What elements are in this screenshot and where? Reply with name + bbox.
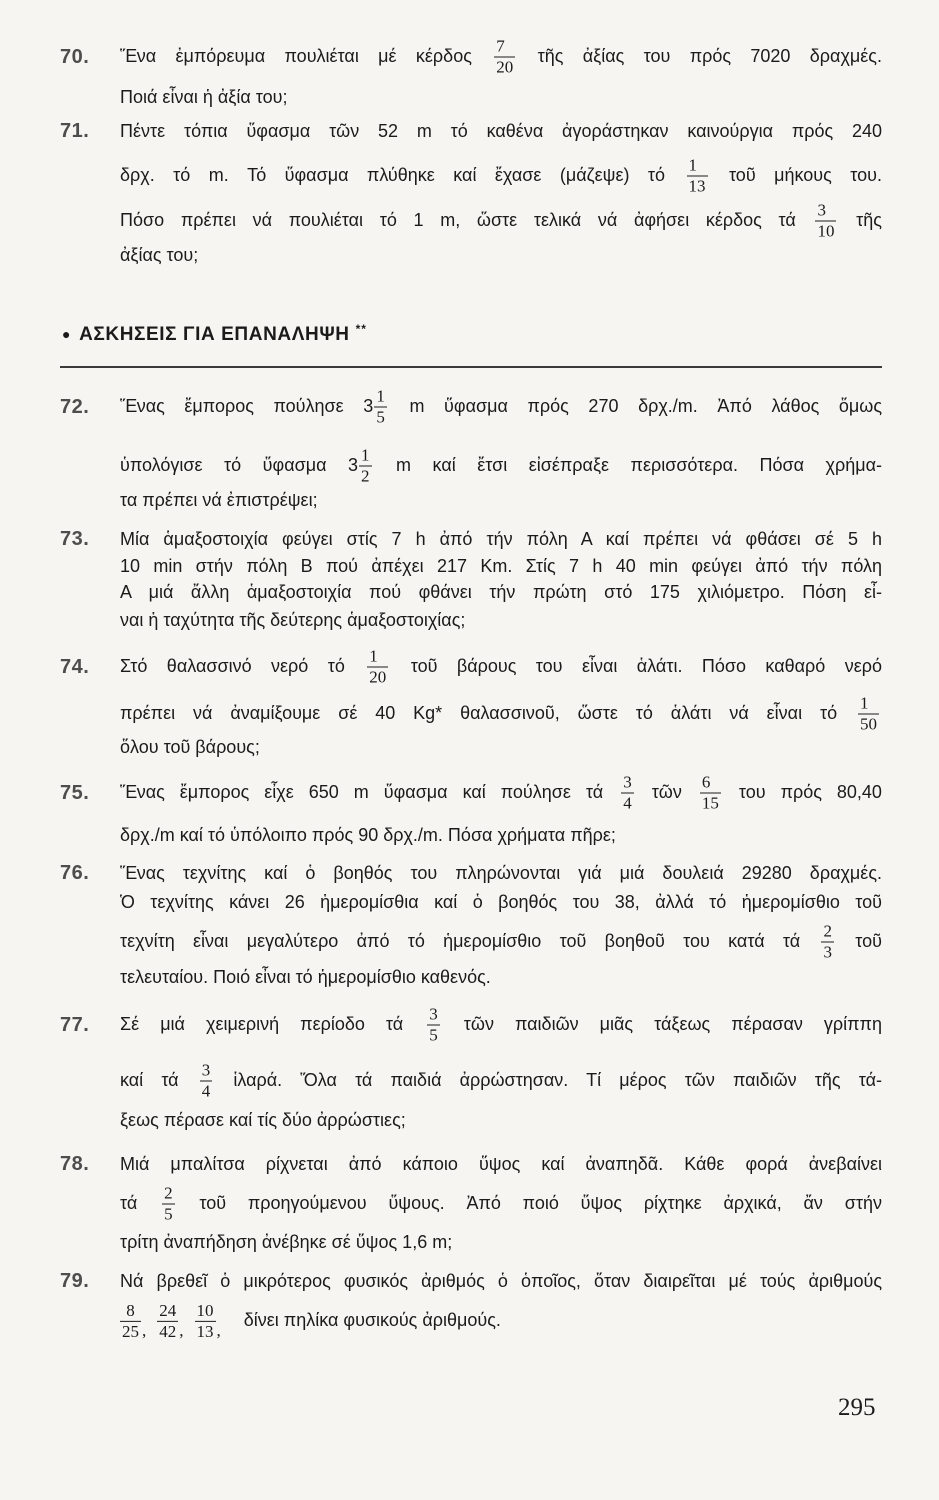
- text-segment: Πόσο πρέπει νά πουλιέται τό 1 m, ὥστε τελικά νά ἀφήσει κέρδος τά: [120, 209, 796, 230]
- text-line: [120, 891, 882, 913]
- text-line: [120, 1185, 882, 1224]
- fraction-numerator: 1: [376, 386, 385, 406]
- text-line: [120, 695, 882, 734]
- text-line: [120, 1006, 882, 1045]
- text-line: [120, 489, 882, 511]
- text-line: [120, 1231, 882, 1253]
- fraction-numerator: 6: [700, 774, 721, 794]
- text-segment: του πρός 80,40: [738, 781, 882, 802]
- fraction: [858, 695, 879, 734]
- fraction-numerator: 3: [201, 1060, 211, 1080]
- problem-number: 72.: [60, 396, 90, 418]
- text-segment: τοῦ μήκους του.: [728, 164, 882, 185]
- fraction-denominator: 42: [159, 1321, 177, 1341]
- text-segment: τοῦ προηγούμενου ὕψους. Ἀπό ποιό ὕψος ρίχτηκε ἀρχικά, ἄν στήν: [199, 1192, 882, 1213]
- text-line: [120, 824, 882, 846]
- comma: ,: [216, 1321, 221, 1341]
- fraction-denominator: 5: [164, 1204, 173, 1224]
- fraction-denominator: 10: [817, 221, 835, 241]
- text-segment: τοῦ: [855, 930, 882, 951]
- text-segment: ἱλαρά. Ὅλα τά παιδιά ἀρρώστησαν. Τί μέρος τῶν παιδιῶν τῆς τά-: [233, 1069, 882, 1090]
- fraction: [427, 1006, 440, 1045]
- text-segment: δίνει πηλίκα φυσικούς ἀριθμούς.: [243, 1310, 501, 1331]
- fraction: [821, 923, 834, 962]
- bullet-icon: ●: [62, 326, 72, 342]
- text-line: [120, 244, 882, 266]
- text-segment: ναι ἡ ταχύτητα τῆς δεύτερης ἁμαξοστοιχίας;: [120, 610, 466, 630]
- text-line: [120, 38, 882, 77]
- fraction-numerator: 10: [196, 1300, 214, 1320]
- text-segment: ἀξίας του;: [120, 245, 199, 265]
- text-segment: τεχνίτη εἶναι μεγαλύτερο ἀπό τό ἡμερομίσθιο τοῦ βοηθοῦ του κατά τά: [120, 930, 801, 951]
- text-line: [120, 1270, 882, 1292]
- text-segment: m ὕφασμα πρός 270 δρχ./m. Ἀπό λάθος ὅμως: [409, 395, 883, 416]
- section-title: ΑΣΚΗΣΕΙΣ ΓΙΑ ΕΠΑΝΑΛΗΨΗ: [79, 324, 350, 345]
- text-segment: τῶν παιδιῶν μιᾶς τάξεως πέρασαν γρίππη: [463, 1013, 882, 1034]
- fraction: [700, 774, 721, 813]
- text-line: [120, 609, 882, 631]
- fraction: [162, 1185, 175, 1224]
- text-segment: τῆς ἀξίας του πρός 7020 δραχμές.: [537, 45, 882, 66]
- text-segment: ξεως πέρασε καί τίς δύο ἀρρώστιες;: [120, 1110, 406, 1130]
- fraction: [374, 388, 387, 427]
- fraction: [367, 648, 388, 687]
- text-segment: Νά βρεθεῖ ὁ μικρότερος φυσικός ἀριθμός ὁ ὁποῖος, ὅταν διαιρεῖται μέ τούς ἀριθμούς: [120, 1271, 882, 1291]
- fraction-numerator: 2: [164, 1183, 173, 1203]
- fraction-denominator: 4: [201, 1081, 211, 1101]
- fraction: [195, 1302, 216, 1341]
- fraction-numerator: 1: [361, 445, 370, 465]
- fraction-numerator: 3: [429, 1004, 438, 1024]
- text-line: [120, 862, 882, 884]
- text-line: [120, 966, 882, 988]
- fraction: [687, 157, 708, 196]
- text-segment: πρέπει νά ἀναμίξουμε σέ 40 Kg* θαλασσινοῦ, ὥστε τό ἁλάτι νά εἶναι τό: [120, 702, 838, 723]
- fraction: [815, 202, 836, 241]
- fraction-denominator: 2: [361, 466, 370, 486]
- text-segment: Ποιά εἶναι ἡ ἀξία του;: [120, 87, 288, 107]
- fraction-denominator: 5: [429, 1025, 438, 1045]
- text-segment: ὑπολόγισε τό ὕφασμα 3: [120, 454, 359, 475]
- text-segment: Σέ μιά χειμερινή περίοδο τά: [120, 1013, 404, 1034]
- fraction-numerator: 2: [823, 921, 832, 941]
- problem-number: 78.: [60, 1153, 90, 1175]
- text-line: [120, 202, 882, 241]
- fraction-denominator: 5: [376, 407, 385, 427]
- text-segment: Ἕνα ἐμπόρευμα πουλιέται μέ κέρδος: [120, 45, 472, 66]
- fraction-denominator: 15: [701, 793, 719, 813]
- text-segment: τα πρέπει νά ἐπιστρέψει;: [120, 490, 318, 510]
- text-segment: Μία ἁμαξοστοιχία φεύγει στίς 7 h ἀπό τήν πόλη Α καί πρέπει νά φθάσει σέ 5 h: [120, 529, 882, 549]
- text-segment: Ἕνας ἔμπορος εἶχε 650 m ὕφασμα καί πούλησε τά: [120, 781, 604, 802]
- text-segment: δρχ./m καί τό ὑπόλοιπο πρός 90 δρχ./m. Πόσα χρήματα πῆρε;: [120, 825, 616, 845]
- problem-number: 76.: [60, 862, 90, 884]
- text-line: [120, 1153, 882, 1175]
- fraction-numerator: 1: [367, 648, 388, 668]
- text-segment: καί τά: [120, 1069, 179, 1090]
- fraction-numerator: 7: [494, 38, 515, 58]
- fraction: [200, 1062, 213, 1101]
- fraction: [359, 447, 372, 486]
- text-line: [120, 1109, 882, 1131]
- text-line: [120, 1302, 882, 1342]
- fraction: [120, 1302, 141, 1341]
- text-line: [120, 447, 882, 486]
- text-segment: 10 min στήν πόλη Β πού ἀπέχει 217 Km. Στίς 7 h 40 min φεύγει ἀπό τήν πόλη: [120, 556, 882, 576]
- text-segment: m καί ἔτσι εἰσέπραξε περισσότερα. Πόσα χρήμα-: [396, 454, 882, 475]
- text-line: [120, 555, 882, 577]
- text-line: [120, 120, 882, 142]
- difficulty-marks: **: [355, 322, 367, 336]
- problem-number: 77.: [60, 1014, 90, 1036]
- problem-number: 73.: [60, 528, 90, 550]
- fraction: [494, 38, 515, 77]
- fraction-denominator: 50: [860, 714, 877, 734]
- fraction-denominator: 13: [688, 176, 706, 196]
- text-line: [120, 923, 882, 962]
- page-number: 295: [838, 1394, 876, 1421]
- fraction-numerator: 24: [159, 1300, 177, 1320]
- section-heading: [62, 317, 367, 347]
- text-line: [120, 1062, 882, 1101]
- text-segment: Α μιά ἄλλη ἁμαξοστοιχία πού φθάνει τήν πρώτη στό 175 χιλιόμετρο. Πόση εἶ-: [120, 582, 882, 602]
- text-segment: τελευταίου. Ποιό εἶναι τό ἡμερομίσθιο καθενός.: [120, 967, 491, 987]
- fraction-numerator: 3: [623, 772, 632, 792]
- problem-number: 71.: [60, 120, 90, 142]
- text-line: [120, 388, 882, 427]
- fraction-denominator: 20: [369, 667, 387, 687]
- fraction: [621, 774, 634, 813]
- text-segment: Ὁ τεχνίτης κάνει 26 ἡμερομίσθια καί ὁ βοηθός του 38, ἀλλά τό ἡμερομίσθιο τοῦ: [120, 892, 882, 912]
- text-line: [120, 774, 882, 813]
- fraction-numerator: 1: [687, 157, 708, 177]
- fraction-denominator: 25: [122, 1321, 139, 1341]
- text-segment: τά: [120, 1192, 138, 1213]
- problem-number: 74.: [60, 656, 90, 678]
- fraction-denominator: 13: [196, 1321, 214, 1341]
- text-segment: τοῦ βάρους του εἶναι ἁλάτι. Πόσο καθαρό νερό: [410, 655, 882, 676]
- text-segment: ὅλου τοῦ βάρους;: [120, 737, 260, 757]
- fraction-denominator: 20: [496, 57, 514, 77]
- section-divider: [60, 366, 882, 368]
- text-line: [120, 86, 882, 108]
- text-segment: Ἕνας ἔμπορος πούλησε 3: [120, 395, 374, 416]
- text-segment: τρίτη ἀναπήδηση ἀνέβηκε σέ ὕψος 1,6 m;: [120, 1232, 453, 1252]
- text-line: [120, 581, 882, 603]
- text-segment: τῆς: [856, 209, 882, 230]
- text-line: [120, 528, 882, 550]
- fraction-denominator: 4: [623, 793, 632, 813]
- comma: ,: [142, 1321, 147, 1341]
- fraction-denominator: 3: [823, 942, 832, 962]
- problem-number: 79.: [60, 1270, 90, 1292]
- text-segment: Ἕνας τεχνίτης καί ὁ βοηθός του πληρώνονται γιά μιά δουλειά 29280 δραχμές.: [120, 863, 882, 883]
- text-line: [120, 736, 882, 758]
- problem-number: 70.: [60, 46, 90, 68]
- fraction-numerator: 3: [815, 202, 836, 222]
- text-line: [120, 648, 882, 687]
- problem-number: 75.: [60, 782, 90, 804]
- fraction-numerator: 1: [858, 695, 879, 715]
- text-segment: τῶν: [651, 781, 682, 802]
- fraction: [157, 1302, 178, 1341]
- text-segment: δρχ. τό m. Τό ὕφασμα πλύθηκε καί ἔχασε (μάζεψε) τό: [120, 164, 666, 185]
- text-segment: Πέντε τόπια ὕφασμα τῶν 52 m τό καθένα ἀγοράστηκαν καινούργια πρός 240: [120, 121, 882, 141]
- text-segment: Στό θαλασσινό νερό τό: [120, 655, 345, 676]
- fraction-numerator: 8: [120, 1302, 141, 1322]
- text-segment: Μιά μπαλίτσα ρίχνεται ἀπό κάποιο ὕψος καί ἀναπηδᾶ. Κάθε φορά ἀνεβαίνει: [120, 1154, 882, 1174]
- comma: ,: [179, 1321, 184, 1341]
- text-line: [120, 157, 882, 196]
